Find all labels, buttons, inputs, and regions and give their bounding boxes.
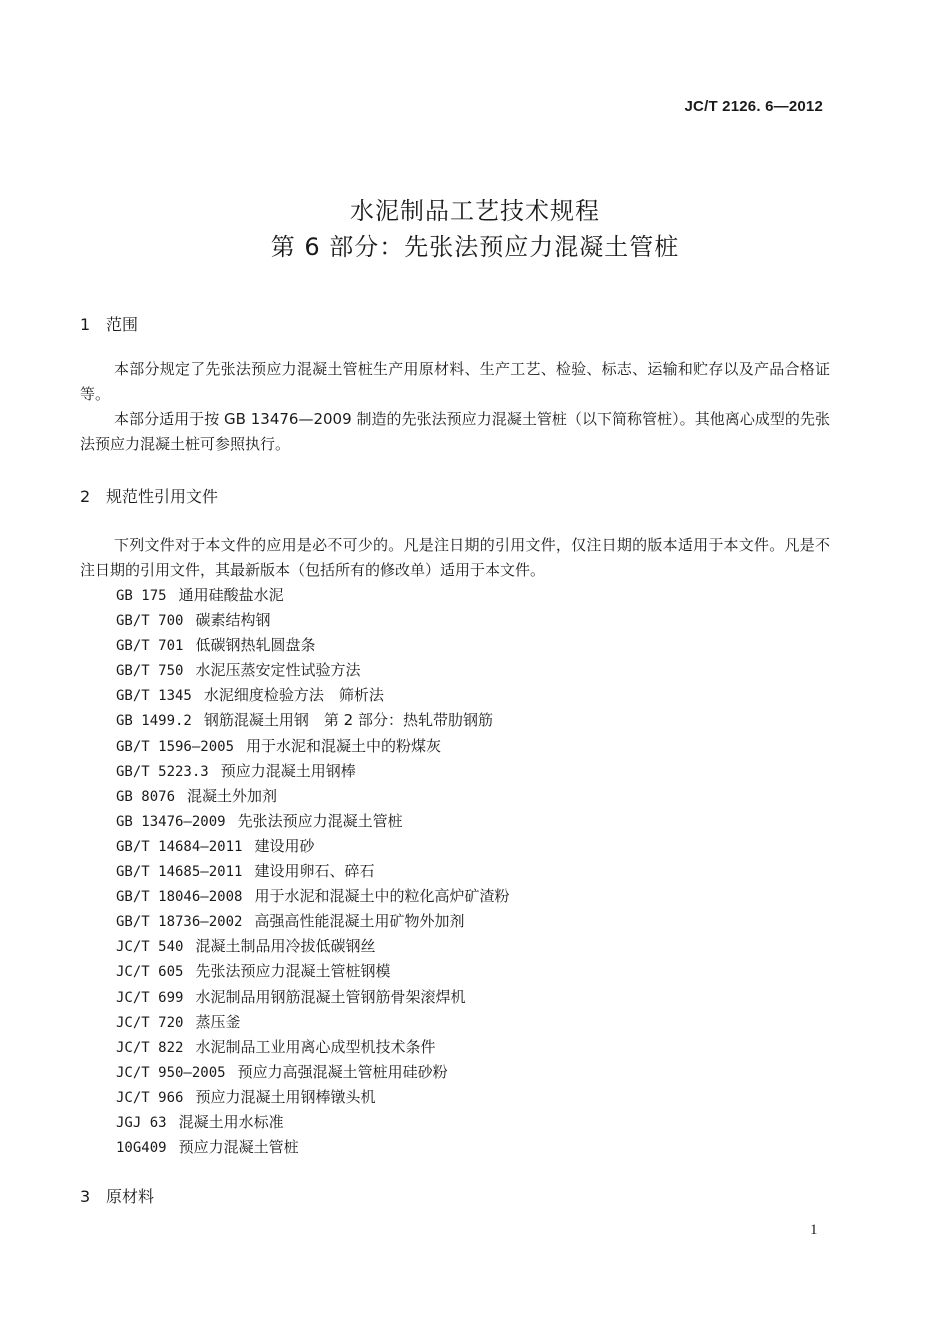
section-number: 2 — [80, 487, 91, 506]
reference-code: GB/T 5223.3 — [116, 763, 209, 780]
references-intro: 下列文件对于本文件的应用是必不可少的。凡是注日期的引用文件，仅注日期的版本适用于本文件。凡是不注日期的引用文件，其最新版本（包括所有的修改单）适用于本文件。 — [80, 536, 830, 579]
reference-title: 先张法预应力混凝土管桩 — [237, 811, 403, 830]
section-title: 规范性引用文件 — [106, 487, 219, 506]
reference-title: 水泥制品用钢筋混凝土管钢筋骨架滚焊机 — [195, 987, 466, 1006]
reference-title: 钢筋混凝土用钢 第 2 部分：热轧带肋钢筋 — [203, 711, 493, 730]
reference-code: GB/T 701 — [116, 638, 184, 655]
reference-title: 水泥压蒸安定性试验方法 — [195, 661, 361, 680]
reference-title: 用于水泥和混凝土中的粒化高炉矿渣粉 — [254, 887, 510, 906]
reference-title: 通用硅酸盐水泥 — [178, 586, 284, 604]
reference-list — [116, 583, 509, 1160]
reference-item — [116, 708, 509, 733]
reference-item — [116, 859, 509, 884]
section-title: 原材料 — [106, 1187, 155, 1206]
reference-item — [116, 608, 509, 633]
reference-item — [116, 909, 509, 934]
reference-code: JC/T 699 — [116, 989, 184, 1006]
reference-item — [116, 959, 509, 984]
reference-code: GB/T 18736—2002 — [116, 914, 243, 931]
reference-code: GB/T 1345 — [116, 688, 192, 705]
reference-code: JC/T 720 — [116, 1014, 184, 1031]
standard-number: JC/T 2126. 6—2012 — [684, 98, 823, 115]
reference-item — [116, 1135, 509, 1160]
scope-paragraph-2: 本部分适用于按 GB 13476—2009 制造的先张法预应力混凝土管桩（以下简称管桩）。其他离心成型的先张法预应力混凝土桩可参照执行。 — [80, 410, 830, 453]
reference-code: JGJ 63 — [116, 1114, 167, 1131]
reference-title: 高强高性能混凝土用矿物外加剂 — [254, 912, 465, 931]
reference-code: GB 175 — [116, 588, 167, 604]
reference-code: JC/T 605 — [116, 964, 184, 981]
reference-title: 先张法预应力混凝土管桩钢模 — [195, 962, 391, 981]
reference-title: 建设用卵石、碎石 — [254, 862, 375, 881]
reference-code: JC/T 540 — [116, 939, 184, 956]
reference-item — [116, 934, 509, 959]
reference-code: JC/T 950—2005 — [116, 1064, 226, 1081]
reference-item — [116, 784, 509, 809]
reference-title: 混凝土制品用冷拔低碳钢丝 — [195, 937, 376, 956]
reference-code: GB/T 700 — [116, 613, 184, 630]
reference-code: GB/T 750 — [116, 663, 184, 680]
reference-code: GB 1499.2 — [116, 713, 192, 730]
reference-item — [116, 734, 509, 759]
section-heading-normative-references — [80, 486, 218, 508]
reference-item — [116, 683, 509, 708]
reference-title: 水泥细度检验方法 筛析法 — [203, 686, 384, 705]
reference-title: 水泥制品工业用离心成型机技术条件 — [195, 1037, 436, 1056]
page-number: 1 — [810, 1222, 818, 1238]
reference-item — [116, 1010, 509, 1035]
reference-code: GB/T 18046—2008 — [116, 889, 243, 906]
reference-title: 碳素结构钢 — [195, 611, 271, 630]
reference-title: 预应力混凝土管桩 — [178, 1138, 299, 1157]
reference-item — [116, 1110, 509, 1135]
reference-item — [116, 633, 509, 658]
reference-item — [116, 884, 509, 909]
reference-code: 10G409 — [116, 1140, 167, 1157]
reference-code: GB 13476—2009 — [116, 813, 226, 830]
reference-code: GB/T 14685—2011 — [116, 864, 243, 881]
reference-code: GB/T 14684—2011 — [116, 838, 243, 855]
document-title — [0, 193, 950, 265]
reference-title: 预应力混凝土用钢棒 — [220, 761, 356, 780]
section-heading-scope — [80, 314, 138, 336]
reference-title: 用于水泥和混凝土中的粉煤灰 — [246, 736, 442, 755]
reference-title: 建设用砂 — [254, 836, 315, 855]
reference-item — [116, 985, 509, 1010]
title-line-2: 第 6 部分：先张法预应力混凝土管桩 — [270, 233, 680, 261]
reference-item — [116, 834, 509, 859]
reference-title: 混凝土用水标准 — [178, 1112, 284, 1131]
section-title: 范围 — [106, 315, 139, 334]
section-heading-raw-materials — [80, 1186, 154, 1208]
reference-code: JC/T 822 — [116, 1039, 184, 1056]
reference-title: 混凝土外加剂 — [187, 786, 278, 805]
reference-item — [116, 1060, 509, 1085]
reference-code: GB/T 1596—2005 — [116, 738, 235, 755]
title-line-1: 水泥制品工艺技术规程 — [350, 197, 600, 225]
section-number: 3 — [80, 1187, 91, 1206]
reference-code: GB 8076 — [116, 788, 176, 805]
reference-item — [116, 759, 509, 784]
reference-item — [116, 1085, 509, 1110]
reference-code: JC/T 966 — [116, 1089, 184, 1106]
reference-item — [116, 809, 509, 834]
reference-title: 预应力高强混凝土管桩用硅砂粉 — [237, 1062, 448, 1081]
scope-paragraph-1: 本部分规定了先张法预应力混凝土管桩生产用原材料、生产工艺、检验、标志、运输和贮存以及产品合格证等。 — [80, 360, 830, 403]
section-number: 1 — [80, 315, 91, 334]
reference-title: 预应力混凝土用钢棒镦头机 — [195, 1087, 376, 1106]
reference-title: 低碳钢热轧圆盘条 — [195, 636, 316, 655]
reference-item — [116, 658, 509, 683]
reference-item — [116, 583, 509, 608]
reference-item — [116, 1035, 509, 1060]
reference-title: 蒸压釜 — [195, 1012, 241, 1031]
